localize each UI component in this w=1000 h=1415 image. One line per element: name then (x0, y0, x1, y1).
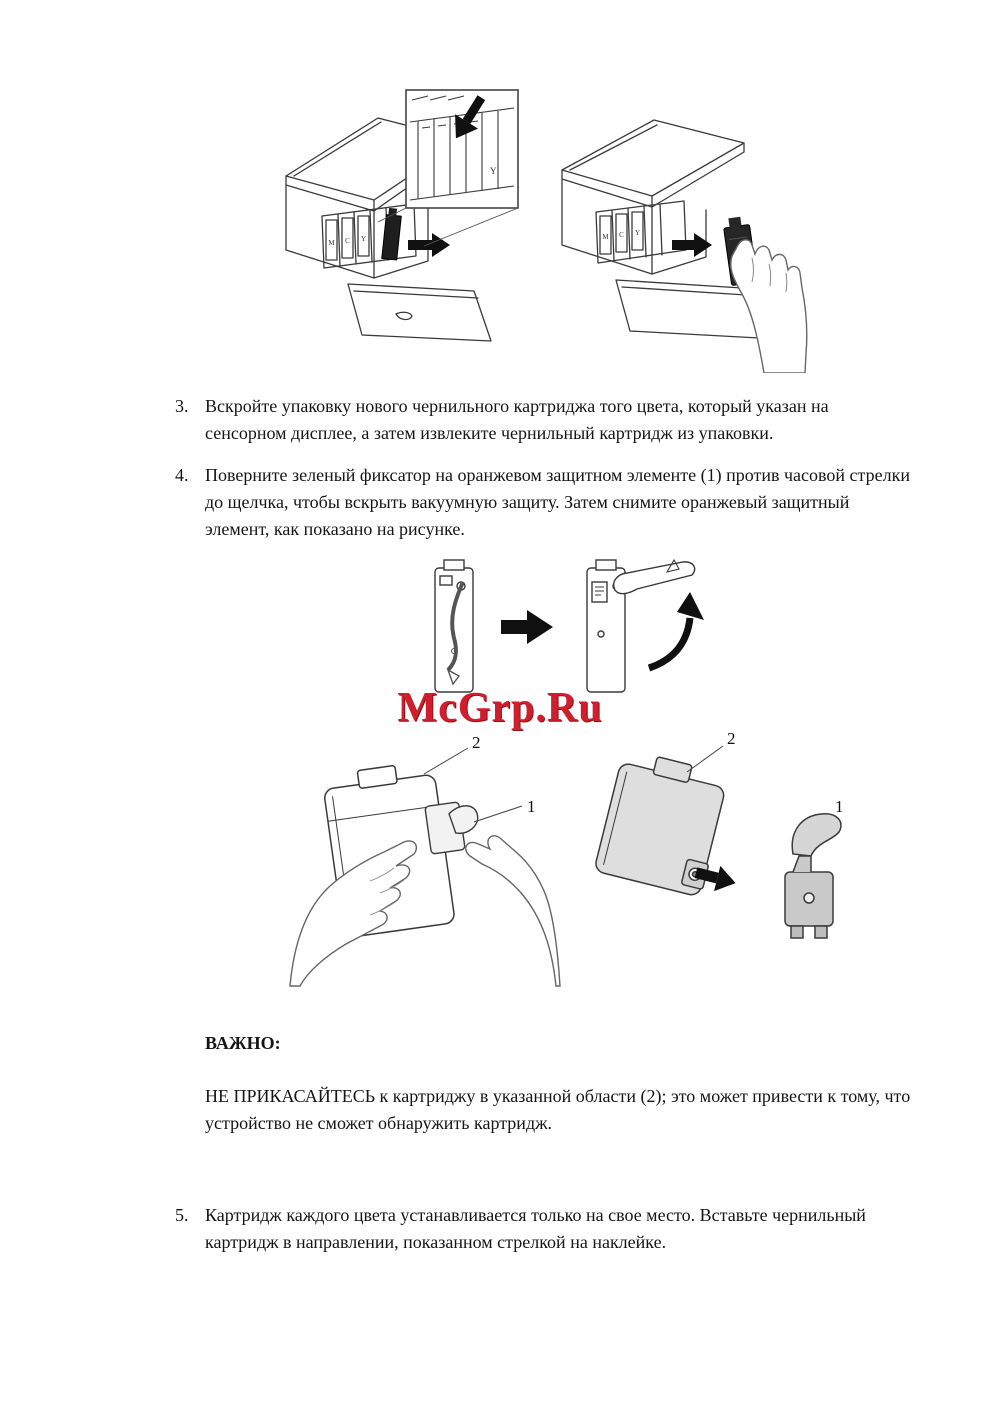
figure-turn-lever (415, 556, 715, 704)
step-text: Вскройте упаковку нового чернильного картриджа того цвета, который указан на сенсорном дисплее, а затем извлеките чернильный картридж из упаковки. (205, 396, 829, 443)
protective-element-illustration (785, 814, 841, 938)
rotate-arrow-icon (649, 618, 690, 668)
pull-out-arrow-icon (408, 233, 450, 257)
important-text: НЕ ПРИКАСАЙТЕСЬ к картриджу в указанной области (2); это может привести к тому, что устройство не сможет обнаружить картридж. (205, 1086, 911, 1133)
cartridge-letter: C (619, 231, 624, 239)
protective-element-open (587, 560, 695, 692)
label-2-leader (687, 746, 723, 772)
figure-label-1: 1 (835, 797, 844, 816)
cartridge-letter: M (328, 239, 335, 247)
cartridge-letter: Y (360, 235, 367, 243)
watermark: McGrp.Ru (397, 685, 603, 731)
figure-hands-cartridge (282, 720, 562, 988)
cartridge-letter: M (602, 233, 609, 241)
next-arrow-icon (501, 610, 553, 644)
label-1-leader (474, 806, 522, 822)
step-4 (175, 462, 911, 543)
step-number: 3. (175, 396, 189, 416)
figure-label-2: 2 (472, 733, 481, 752)
hand-illustration (731, 240, 807, 373)
step-3 (175, 393, 911, 447)
figure-remove-cartridge-step2 (556, 98, 871, 373)
step-number: 4. (175, 465, 189, 485)
inset-letter: Y (490, 166, 497, 176)
inset-zoom-box (406, 90, 518, 208)
cartridge-letter: Y (634, 229, 641, 237)
step-5 (175, 1202, 911, 1256)
label-2-leader (424, 748, 468, 774)
figure-label-1: 1 (527, 797, 536, 816)
step-text: Поверните зеленый фиксатор на оранжевом защитном элементе (1) против часовой стрелки до щелчка, чтобы вскрыть вакуумную защиту. Затем снимите оранжевый защитный элемент, как показано на рисунке. (205, 465, 910, 539)
figure-label-2: 2 (727, 729, 736, 748)
figure-protector-removed (575, 714, 875, 986)
figure-remove-cartridge-step1 (278, 88, 548, 380)
step-text: Картридж каждого цвета устанавливается только на свое место. Вставьте чернильный картридж в направлении, показанном стрелкой на наклейке. (205, 1205, 866, 1252)
cartridge-letter: C (345, 237, 350, 245)
rotate-arrow-head (677, 592, 704, 620)
right-hand-illustration (466, 836, 560, 986)
step-number: 5. (175, 1205, 189, 1225)
important-heading: ВАЖНО: (205, 1033, 281, 1053)
